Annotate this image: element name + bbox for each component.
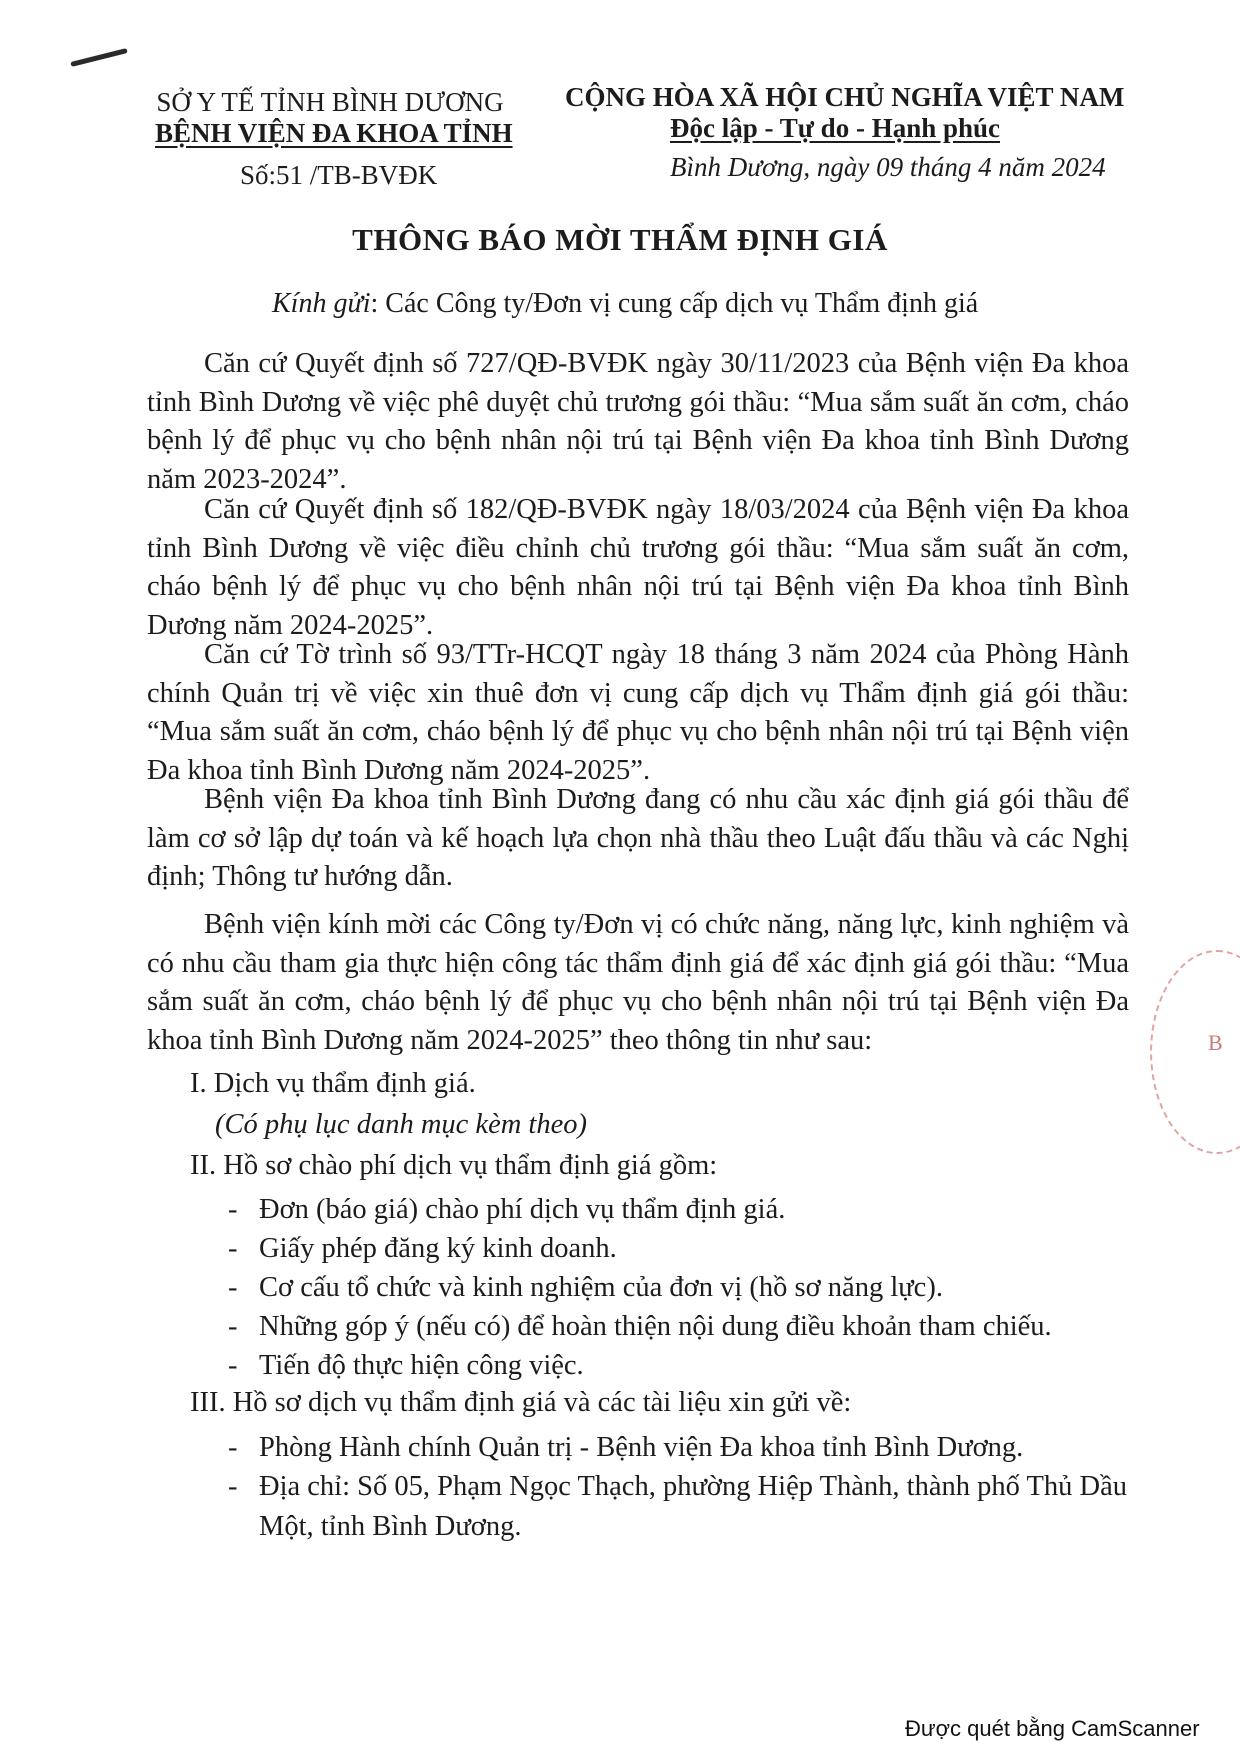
bullet-dash: - xyxy=(228,1311,238,1342)
country-name: CỘNG HÒA XÃ HỘI CHỦ NGHĨA VIỆT NAM xyxy=(565,82,1125,112)
paragraph-4: Bệnh viện Đa khoa tỉnh Bình Dương đang có nhu cầu xác định giá gói thầu để làm cơ sở lập dự toán và kế hoạch lựa chọn nhà thầu theo Luật đấu thầu và các Nghị định; Thông tư hướng dẫn. xyxy=(147,784,1129,892)
list-item-text: Tiến độ thực hiện công việc. xyxy=(259,1350,584,1381)
red-seal xyxy=(1150,950,1240,1154)
paragraph-3: Căn cứ Tờ trình số 93/TTr-HCQT ngày 18 tháng 3 năm 2024 của Phòng Hành chính Quản trị về việc xin thuê đơn vị cung cấp dịch vụ Thẩm định giá gói thầu: “Mua sắm suất ăn cơm, cháo bệnh lý để phục vụ cho bệnh nhân nội trú tại Bệnh viện Đa khoa tỉnh Bình Dương năm 2024-2025”. xyxy=(147,639,1129,786)
hospital-name: BỆNH VIỆN ĐA KHOA TỈNH xyxy=(155,118,513,148)
seal-fragment: B xyxy=(1208,1030,1223,1055)
list-item-text: Phòng Hành chính Quản trị - Bệnh viện Đa khoa tỉnh Bình Dương. xyxy=(259,1432,1024,1463)
list-item-text: Những góp ý (nếu có) để hoàn thiện nội dung điều khoản tham chiếu. xyxy=(259,1311,1052,1342)
document-number: Số:51 /TB-BVĐK xyxy=(240,160,438,190)
recipient-label: Kính gửi xyxy=(272,288,371,319)
pen-mark xyxy=(70,48,127,67)
section-1-note: (Có phụ lục danh mục kèm theo) xyxy=(215,1109,587,1140)
motto: Độc lập - Tự do - Hạnh phúc xyxy=(669,113,1001,143)
paragraph-5: Bệnh viện kính mời các Công ty/Đơn vị có chức năng, năng lực, kinh nghiệm và có nhu cầu tham gia thực hiện công tác thẩm định giá để xác định giá gói thầu: “Mua sắm suất ăn cơm, cháo bệnh lý để phục vụ cho bệnh nhân nội trú tại Bệnh viện Đa khoa tỉnh Bình Dương năm 2024-2025” theo thông tin như sau: xyxy=(147,909,1129,1056)
list-item-text: Đơn (báo giá) chào phí dịch vụ thẩm định giá. xyxy=(259,1194,786,1225)
section-1-heading: I. Dịch vụ thẩm định giá. xyxy=(190,1068,476,1099)
bullet-dash: - xyxy=(228,1471,238,1502)
list-item-text: Địa chỉ: Số 05, Phạm Ngọc Thạch, phường Hiệp Thành, thành phố Thủ Dầu Một, tỉnh Bình Dương. xyxy=(259,1471,1127,1542)
bullet-dash: - xyxy=(228,1350,238,1381)
scanner-watermark: Được quét bằng CamScanner xyxy=(905,1716,1200,1741)
list-item-text: Giấy phép đăng ký kinh doanh. xyxy=(259,1233,617,1264)
bullet-dash: - xyxy=(228,1272,238,1303)
bullet-dash: - xyxy=(228,1194,238,1225)
bullet-dash: - xyxy=(228,1233,238,1264)
paragraph-1: Căn cứ Quyết định số 727/QĐ-BVĐK ngày 30/11/2023 của Bệnh viện Đa khoa tỉnh Bình Dương về việc phê duyệt chủ trương gói thầu: “Mua sắm suất ăn cơm, cháo bệnh lý để phục vụ cho bệnh nhân nội trú tại Bệnh viện Đa khoa tỉnh Bình Dương năm 2023-2024”. xyxy=(147,348,1129,495)
recipient-text: : Các Công ty/Đơn vị cung cấp dịch vụ Thẩm định giá xyxy=(370,288,979,319)
recipient-line xyxy=(272,288,978,320)
list-item-text: Cơ cấu tổ chức và kinh nghiệm của đơn vị (hồ sơ năng lực). xyxy=(259,1272,943,1303)
section-2-heading: II. Hồ sơ chào phí dịch vụ thẩm định giá gồm: xyxy=(190,1150,718,1181)
ministry-name: SỞ Y TẾ TỈNH BÌNH DƯƠNG xyxy=(156,87,504,117)
bullet-dash: - xyxy=(228,1432,238,1463)
paragraph-2: Căn cứ Quyết định số 182/QĐ-BVĐK ngày 18/03/2024 của Bệnh viện Đa khoa tỉnh Bình Dương về việc điều chỉnh chủ trương gói thầu: “Mua sắm suất ăn cơm, cháo bệnh lý để phục vụ cho bệnh nhân nội trú tại Bệnh viện Đa khoa tỉnh Bình Dương năm 2024-2025”. xyxy=(147,494,1129,641)
document-date: Bình Dương, ngày 09 tháng 4 năm 2024 xyxy=(670,152,1106,182)
section-3-heading: III. Hồ sơ dịch vụ thẩm định giá và các tài liệu xin gửi về: xyxy=(190,1387,852,1418)
document-title: THÔNG BÁO MỜI THẨM ĐỊNH GIÁ xyxy=(352,222,888,257)
